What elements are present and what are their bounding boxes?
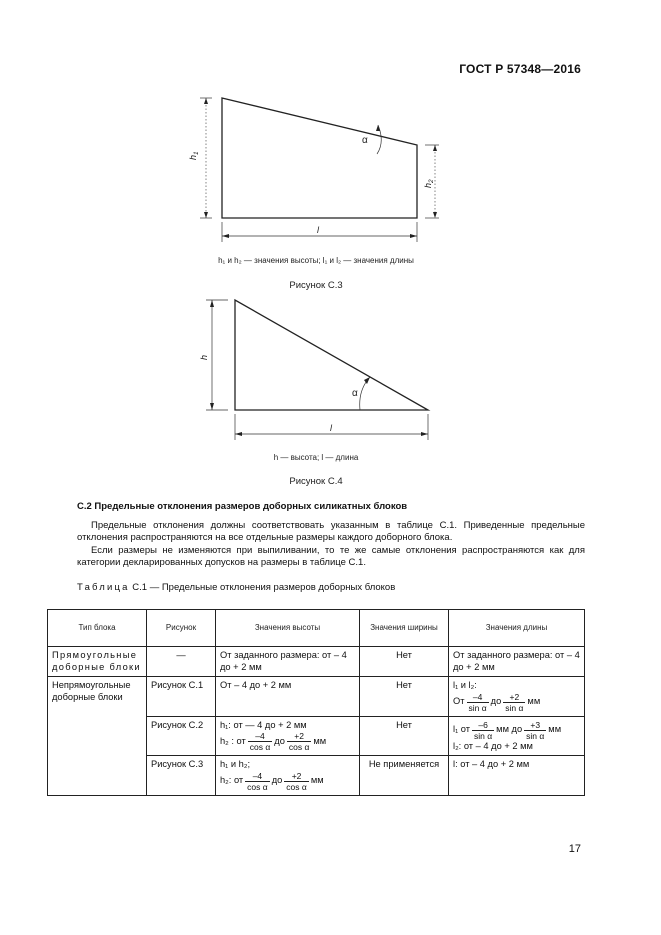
fraction: $\frac{-4}{\text{sin α}}$ <box>468 691 487 713</box>
cell-figure: Рисунок С.1 <box>147 677 216 717</box>
height-h1h2: h₁ и h₂; <box>220 759 251 769</box>
header-type: Тип блока <box>48 610 147 647</box>
header-width: Значения ширины <box>360 610 449 647</box>
fraction: $\frac{+2}{\text{cos α}}$ <box>286 770 307 792</box>
cell-width: Нет <box>360 677 449 717</box>
cell-length <box>449 716 585 756</box>
c3-h2-label: $h_2$ <box>423 179 435 188</box>
deviation-table <box>47 609 585 796</box>
fraction: $\frac{+2}{\text{cos α}}$ <box>288 731 310 752</box>
page-number: 17 <box>568 843 581 855</box>
cell-type: Прямоугольные доборные блоки <box>48 647 147 677</box>
height-h1: h₁: от — 4 до + 2 мм <box>220 719 307 730</box>
cell-height <box>216 716 360 756</box>
c3-h1-label: $h_1$ <box>188 151 200 160</box>
cell-height <box>216 756 360 796</box>
c4-caption: h — высота; l — длина <box>273 453 359 462</box>
cell-length <box>449 677 585 717</box>
cell-length: l: от – 4 до + 2 мм <box>449 756 585 796</box>
fraction: $\frac{-4}{\text{cos α}}$ <box>247 770 268 792</box>
fraction: $\frac{-6}{\text{sin α}}$ <box>474 719 493 741</box>
length-l1l2-label: l₁ и l₂: <box>453 680 477 690</box>
cell-figure: — <box>147 647 216 677</box>
table-caption-text: С.1 — Предельные отклонения размеров доборных блоков <box>132 582 396 593</box>
table-header-row <box>48 610 585 647</box>
paragraph-2: Если размеры не изменяются при выпиливании, то те же самые отклонения распространяются как для категории декларированных допусков на размеры в таблице С.1. <box>77 545 585 569</box>
document-header: ГОСТ Р 57348—2016 <box>459 62 581 76</box>
c4-h-label: h <box>199 354 209 360</box>
cell-figure: Рисунок С.3 <box>147 756 216 796</box>
cell-width: Не применяется <box>360 756 449 796</box>
cell-figure: Рисунок С.2 <box>147 716 216 756</box>
length-l1-formula: l₁ от $\frac{-6}{\text{sin α}}$ мм до $\frac{+3}{\text{sin α}}$ мм <box>453 719 562 741</box>
length-l2: l₂: от – 4 до + 2 мм <box>453 740 533 751</box>
cell-height: От – 4 до + 2 мм <box>216 677 360 717</box>
height-h2-formula: h₂: от $\frac{-4}{\text{cos α}}$ до $\frac{+2}{\text{cos α}}$ мм <box>220 770 324 792</box>
c3-title: Рисунок С.3 <box>289 280 343 291</box>
c4-title: Рисунок С.4 <box>289 476 343 487</box>
table-caption <box>77 582 395 593</box>
cell-width: Нет <box>360 647 449 677</box>
cell-type: Непрямоугольные доборные блоки <box>48 677 147 796</box>
c3-caption: h₁ и h₂ — значения высоты; l₁ и l₂ — значения длины <box>218 256 414 265</box>
fraction: $\frac{-4}{\text{cos α}}$ <box>249 731 271 752</box>
table-caption-prefix: Таблица <box>77 582 130 593</box>
table-row <box>48 677 585 717</box>
cell-height: От заданного размера: от – 4 до + 2 мм <box>216 647 360 677</box>
block-c4-shape <box>235 300 428 410</box>
table-row <box>48 647 585 677</box>
c3-l-label: l <box>317 225 319 235</box>
cell-length: От заданного размера: от – 4 до + 2 мм <box>449 647 585 677</box>
c3-alpha-label: α <box>362 135 368 146</box>
c4-alpha-label: α <box>352 388 358 399</box>
length-formula: От $\frac{-4}{\text{sin α}}$ до $\frac{+2}{\text{sin α}}$ мм <box>453 691 541 713</box>
paragraph-1: Предельные отклонения должны соответствовать указанным в таблице С.1. Приведенные предельные отклонения распространяются на все отдельные размеры каждого доборного блока. <box>77 520 585 544</box>
fraction: $\frac{+3}{\text{sin α}}$ <box>526 719 545 741</box>
fraction: $\frac{+2}{\text{sin α}}$ <box>505 691 524 713</box>
header-height: Значения высоты <box>216 610 360 647</box>
height-h2-formula: h₂ : от $\frac{-4}{\text{cos α}}$ до $\frac{+2}{\text{cos α}}$ мм <box>220 731 327 752</box>
header-figure: Рисунок <box>147 610 216 647</box>
section-title: С.2 Предельные отклонения размеров доборных силикатных блоков <box>77 501 408 512</box>
cell-width: Нет <box>360 716 449 756</box>
header-length: Значения длины <box>449 610 585 647</box>
c4-l-label: l <box>330 423 332 433</box>
